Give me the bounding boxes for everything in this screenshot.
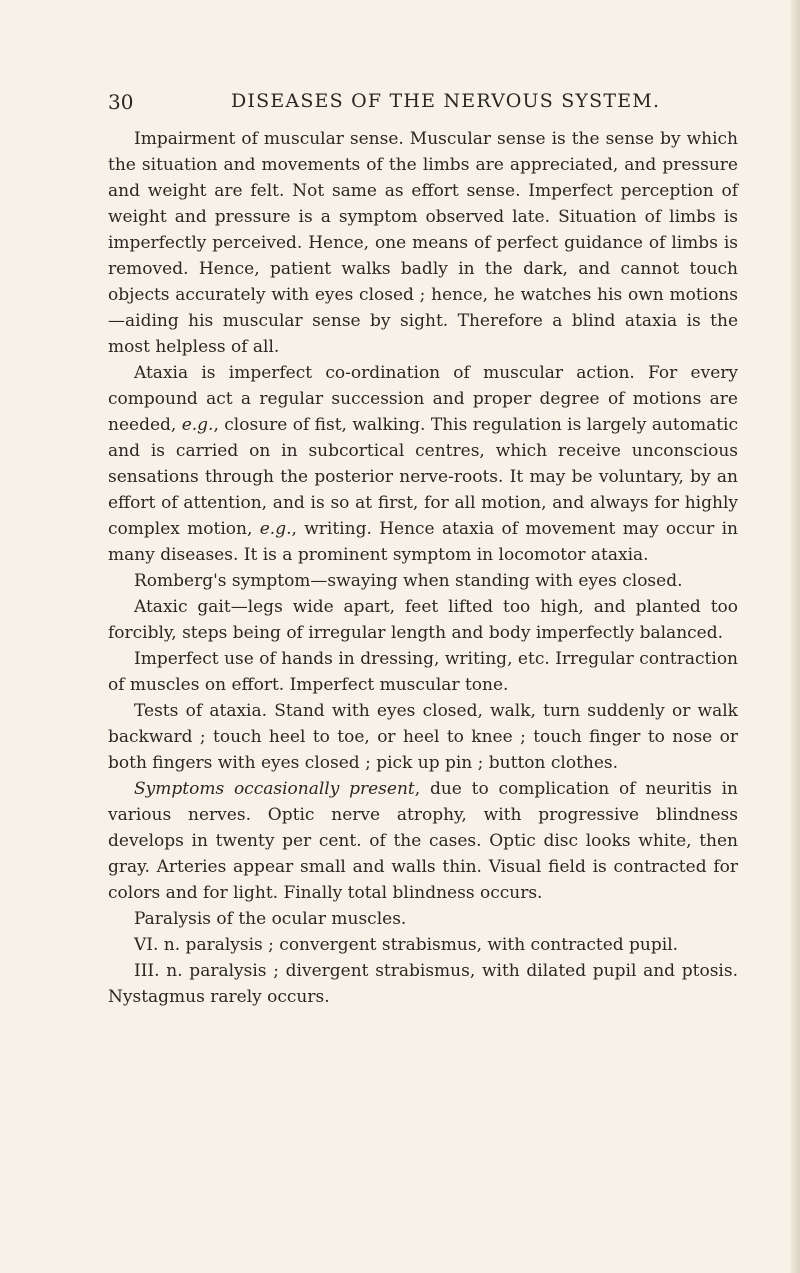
page-number: 30: [108, 90, 134, 114]
paragraph-sixth-nerve: [108, 932, 738, 958]
paragraph-text: Tests of ataxia. Stand with eyes closed, walk, turn suddenly or walk backward ; touch heel to toe, or heel to knee ; touch finger to nose or both fingers with eyes closed ; pick up pin ; button clothes.: [108, 701, 738, 773]
paragraph-third-nerve: [108, 958, 738, 1010]
paragraph-romberg: [108, 568, 738, 594]
paragraph-text: , closure of fist, walking. This regulation is largely automatic and is carried on in subcortical centres, which receive unconscious sensations through the posterior nerve-roots. It may be voluntary, by an effort of attention, and is so at first, for all motion, and always for highly complex motion,: [108, 415, 739, 539]
running-title: DISEASES OF THE NERVOUS SYSTEM.: [231, 90, 661, 112]
book-page: [108, 86, 738, 1010]
italic-heading: Symptoms occasionally present: [134, 779, 415, 799]
paragraph-text: Impairment of muscular sense. Muscular sense is the sense by which the situation and movements of the limbs are appreciated, and pressure and weight are felt. Not same as effort sense. Imperfect perception of weight and pressure is a symptom observed late. Situation of limbs is imperfectly perceived. Hence, one means of perfect guidance of limbs is removed. Hence, patient walks badly in the dark, and cannot touch objects accurately with eyes closed ; hence, he watches his own motions—aiding his muscular sense by sight. Therefore a blind ataxia is the most helpless of all.: [108, 129, 738, 357]
eg-abbreviation: e.g.: [259, 519, 292, 539]
paragraph-imperfect-hands: [108, 646, 738, 698]
paragraph-text: Ataxia is imperfect co-ordination of muscular action. For every compound act a regular succession and proper degree of motions are needed,: [108, 363, 738, 435]
paragraph-text: Imperfect use of hands in dressing, writing, etc. Irregular contraction of muscles on effort. Imperfect muscular tone.: [108, 649, 738, 695]
paragraph-text: Paralysis of the ocular muscles.: [134, 909, 407, 929]
page-header: [108, 86, 738, 126]
paragraph-occasional-symptoms: [108, 776, 738, 906]
paragraph-ataxia-definition: [108, 360, 738, 568]
page-edge-shadow: [790, 0, 800, 1273]
paragraph-text: , writing. Hence ataxia of movement may occur in many diseases. It is a prominent symptom in locomotor ataxia.: [108, 519, 738, 565]
paragraph-tests-of-ataxia: [108, 698, 738, 776]
paragraph-ocular-paralysis: [108, 906, 738, 932]
paragraph-text: Ataxic gait—legs wide apart, feet lifted too high, and planted too forcibly, steps being of irregular length and body imperfectly balanced.: [108, 597, 738, 643]
paragraph-ataxic-gait: [108, 594, 738, 646]
paragraph-muscular-sense: [108, 126, 738, 360]
paragraph-text: , due to complication of neuritis in various nerves. Optic nerve atrophy, with progressive blindness develops in twenty per cent. of the cases. Optic disc looks white, then gray. Arteries appear small and walls thin. Visual field is contracted for colors and for light. Finally total blindness occurs.: [108, 779, 738, 903]
paragraph-text: Romberg's symptom—swaying when standing with eyes closed.: [134, 571, 683, 591]
paragraph-text: III. n. paralysis ; divergent strabismus, with dilated pupil and ptosis. Nystagmus rarely occurs.: [108, 961, 738, 1007]
paragraph-text: VI. n. paralysis ; convergent strabismus, with contracted pupil.: [134, 935, 679, 955]
eg-abbreviation: e.g.: [181, 415, 214, 435]
